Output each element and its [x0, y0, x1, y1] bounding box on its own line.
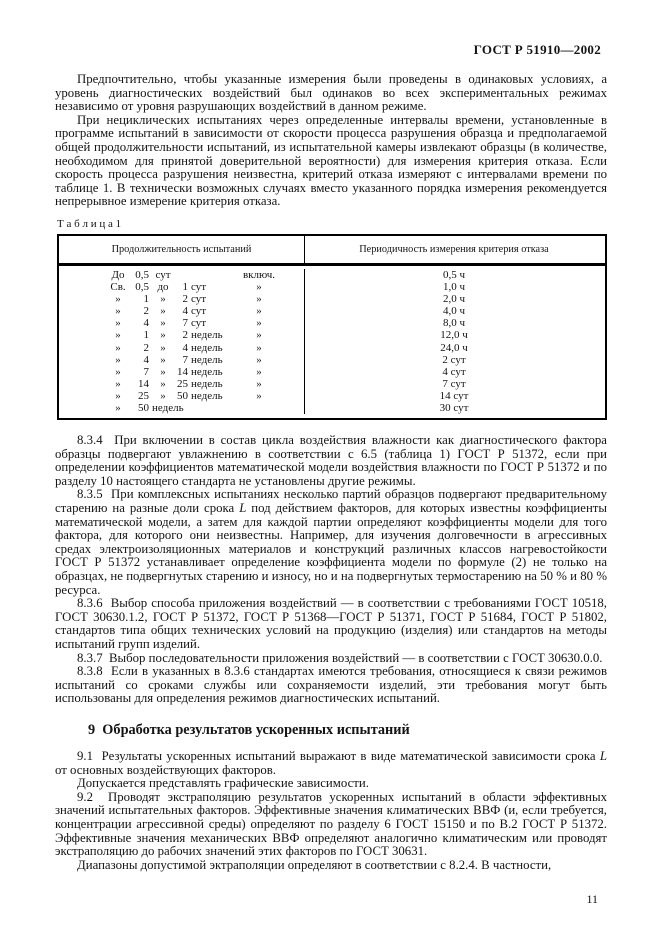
- table-row: [59, 269, 605, 281]
- period-cell: 1,0 ч: [442, 281, 466, 294]
- range-from-value: 2: [143, 341, 149, 354]
- range-to-value: 1: [182, 281, 188, 294]
- standard-designation: ГОСТ Р 51910—2002: [473, 42, 601, 57]
- inclusive-mark: »: [256, 389, 262, 402]
- duration-cell: [59, 342, 305, 354]
- duration-cell: [59, 281, 305, 293]
- clause-8-3-5: [55, 488, 607, 597]
- range-unit: недель: [191, 377, 223, 390]
- inclusive-mark: включ.: [242, 268, 276, 281]
- clause-9-2: 9.2 Проводят экстраполяцию результатов ускоренных испытаний в области эффективных значений испытательных факторов. Эффективные значения климатических ВВФ (и, если требуется, концентрации агрессивной среды) определяют по разделу 6 ГОСТ 15150 и по В.2 ГОСТ Р 51372. Эффективные значения механических ВВФ определяют аналогично климатическим или проводят экстраполяцию до рабочих значений этих факторов по ГОСТ 30631.: [55, 789, 607, 859]
- range-middle: »: [160, 377, 166, 390]
- range-prefix: Св.: [110, 281, 126, 294]
- duration-cell: [59, 354, 305, 366]
- table-row: [59, 305, 605, 317]
- range-middle: »: [160, 305, 166, 318]
- clause-9-1: [55, 750, 607, 777]
- range-unit: недель: [191, 329, 223, 342]
- clause-8-3-5-text-cont: под действием факторов, для которых известны коэффициенты математической модели, а затем для каждой партии определяют коэффициенты модели для того фактора, для которого они неизвестны. Например, для изучения долговечности в агрессивных средах электроизоляционных материалов и конструкций различных классов нагревостойкости ГОСТ Р 51372 устанавливает определение коэффициента модели по формуле (2) не только на образцах, не подвергнутых старению и износу, но и на подвергнутых термостарению на 50 % и 80 % ресурса.: [55, 501, 607, 597]
- table-row: [59, 293, 605, 305]
- range-unit: сут: [191, 305, 207, 318]
- table-row: [59, 317, 605, 329]
- range-unit: недель: [191, 389, 223, 402]
- page-number: 11: [586, 892, 598, 907]
- inclusive-mark: »: [256, 353, 262, 366]
- table-row: [59, 366, 605, 378]
- period-cell: 14 сут: [439, 389, 469, 402]
- clause-9-1-text-cont: от основных воздействующих факторов.: [55, 762, 276, 777]
- table-row: [59, 342, 605, 354]
- range-prefix: »: [115, 341, 121, 354]
- range-to-value: 25: [177, 377, 188, 390]
- period-cell: 2,0 ч: [442, 293, 466, 306]
- range-from-value: 1: [143, 293, 149, 306]
- range-middle: сут: [155, 268, 171, 281]
- period-cell: 30 сут: [439, 401, 469, 414]
- column-header-duration: Продолжительность испытаний: [59, 236, 305, 263]
- inclusive-mark: »: [256, 341, 262, 354]
- range-prefix: »: [115, 293, 121, 306]
- section-9-heading: 9 Обработка результатов ускоренных испытаний: [88, 721, 410, 738]
- duration-cell: [59, 269, 305, 281]
- range-from-value: 25: [138, 389, 149, 402]
- range-from-value: 0,5: [135, 281, 149, 294]
- clause-8-3-6: 8.3.6 Выбор способа приложения воздействий — в соответствии с требованиями ГОСТ 10518, ГОСТ 30630.1.2, ГОСТ Р 51372, ГОСТ Р 51368—ГОСТ Р 51371, ГОСТ Р 51684, ГОСТ Р 51802, стандартов типа общих технических условий на продукцию (изделия) или стандартов на методы испытаний групп изделий.: [55, 596, 607, 651]
- range-unit: недель: [191, 365, 223, 378]
- range-from-value: 4: [143, 317, 149, 330]
- clause-9-1-text: 9.1 Результаты ускоренных испытаний выражают в виде математической зависимости срока: [77, 748, 600, 763]
- clause-8-3-8: 8.3.8 Если в указанных в 8.3.6 стандартах имеются требования, относящиеся к связи режимов испытаний со сроками службы или сохраняемости изделий, эти требования могут быть использованы для определения режимов диагностических испытаний.: [55, 664, 607, 706]
- range-to-value: 50: [177, 389, 188, 402]
- range-to-value: 4: [182, 305, 188, 318]
- range-middle: »: [160, 353, 166, 366]
- range-from-value: 0,5: [135, 268, 149, 281]
- clause-9-1-note: Допускается представлять графические зависимости.: [77, 776, 369, 791]
- range-middle: »: [160, 365, 166, 378]
- spacer: [55, 420, 607, 434]
- range-to-value: 2: [182, 293, 188, 306]
- table-row: [59, 390, 605, 402]
- table-row: [59, 329, 605, 341]
- table-row: [59, 354, 605, 366]
- period-cell: 4 сут: [442, 365, 466, 378]
- range-middle: »: [160, 389, 166, 402]
- paragraph-noncyclic-tests: При нециклических испытаниях через определенные интервалы времени, установленные в программе испытаний в зависимости от скорости процесса разрушения образца и предполагаемой общей продолжительности испытаний, из испытательной камеры извлекают образцы (в количестве, необходимом для принятой доверительной вероятности) для измерения критерия отказа. Если скорость процесса разрушения неизвестна, критерий отказа измеряют с интервалами времени по таблице 1. В технически возможных случаях вместо указанного порядка измерения рекомендуется непрерывное измерение критерия отказа.: [55, 112, 607, 209]
- duration-cell: [59, 366, 305, 378]
- period-cell: 4,0 ч: [442, 305, 466, 318]
- range-middle: »: [160, 341, 166, 354]
- range-prefix: »: [115, 317, 121, 330]
- range-middle: »: [160, 317, 166, 330]
- duration-cell: [59, 329, 305, 341]
- range-unit: сут: [191, 293, 207, 306]
- range-prefix: »: [115, 329, 121, 342]
- duration-cell: [59, 390, 305, 402]
- duration-cell: [59, 317, 305, 329]
- range-prefix: До: [111, 268, 125, 281]
- table-header-row: [59, 236, 605, 266]
- range-from-value: 14: [138, 377, 149, 390]
- inclusive-mark: »: [256, 281, 262, 294]
- range-prefix: »: [115, 389, 121, 402]
- range-unit: сут: [191, 281, 207, 294]
- duration-cell: [59, 378, 305, 390]
- range-prefix: »: [115, 377, 121, 390]
- range-middle: »: [160, 293, 166, 306]
- clause-8-3-4: 8.3.4 При включении в состав цикла воздействия влажности как диагностического фактора образцы подвергают увлажнению в соответствии с 6.5 (таблица 1) ГОСТ Р 51372, если при определении коэффициентов математической модели воздействия влажности по ГОСТ Р 51372 и по разделу 10 настоящего стандарта не установлены другие режимы.: [55, 433, 607, 488]
- period-cell: 7 сут: [442, 377, 466, 390]
- range-unit: недель: [191, 353, 223, 366]
- range-from-value: 4: [143, 353, 149, 366]
- period-cell: 12,0 ч: [440, 329, 468, 342]
- table-1: [57, 234, 607, 420]
- range-prefix: »: [115, 353, 121, 366]
- range-to-value: 7: [182, 353, 188, 366]
- paragraph-measurement-conditions: Предпочтительно, чтобы указанные измерения были проведены в одинаковых условиях, а уровень диагностических воздействий был одинаков во всех экспериментальных режимах независимо от уровня разрушающих воздействий в данном режиме.: [55, 72, 607, 114]
- range-middle: »: [160, 329, 166, 342]
- inclusive-mark: »: [256, 329, 262, 342]
- range-middle: недель: [152, 401, 184, 414]
- inclusive-mark: »: [256, 317, 262, 330]
- period-cell: 8,0 ч: [442, 317, 466, 330]
- duration-cell: [59, 305, 305, 317]
- range-to-value: 4: [182, 341, 188, 354]
- range-prefix: »: [115, 401, 121, 414]
- range-unit: недель: [191, 341, 223, 354]
- range-to-value: 7: [182, 317, 188, 330]
- clause-9-2-cont: Диапазоны допустимой эктраполяции определяют в соответствии с 8.2.4. В частности,: [77, 857, 552, 872]
- clause-8-3-7: 8.3.7 Выбор последовательности приложения воздействий — в соответствии с ГОСТ 30630.0.0.: [77, 650, 603, 665]
- period-cell: 2 сут: [442, 353, 466, 366]
- table-body: [59, 266, 605, 418]
- duration-cell: [59, 402, 305, 414]
- range-middle: до: [157, 281, 169, 294]
- range-from-value: 7: [143, 365, 149, 378]
- clause-8-3-5-text: 8.3.5 При комплексных испытаниях несколько партий образцов подвергают предварительному старению на разные доли срока: [55, 487, 607, 516]
- range-from-value: 1: [143, 329, 149, 342]
- table-caption: Т а б л и ц а 1: [57, 217, 122, 230]
- range-from-value: 2: [143, 305, 149, 318]
- duration-cell: [59, 293, 305, 305]
- table-row: [59, 378, 605, 390]
- inclusive-mark: »: [256, 305, 262, 318]
- range-from-value: 50: [138, 401, 149, 414]
- range-prefix: »: [115, 305, 121, 318]
- period-cell: 0,5 ч: [442, 268, 466, 281]
- range-to-value: 14: [177, 365, 188, 378]
- variable-L: L: [599, 748, 607, 763]
- inclusive-mark: »: [256, 377, 262, 390]
- variable-L: L: [239, 501, 247, 516]
- period-cell: 24,0 ч: [440, 341, 468, 354]
- inclusive-mark: »: [256, 293, 262, 306]
- range-prefix: »: [115, 365, 121, 378]
- inclusive-mark: »: [256, 365, 262, 378]
- table-row: [59, 402, 605, 414]
- column-header-period: Периодичность измерения критерия отказа: [359, 243, 549, 255]
- range-to-value: 2: [182, 329, 188, 342]
- range-unit: сут: [191, 317, 207, 330]
- table-row: [59, 281, 605, 293]
